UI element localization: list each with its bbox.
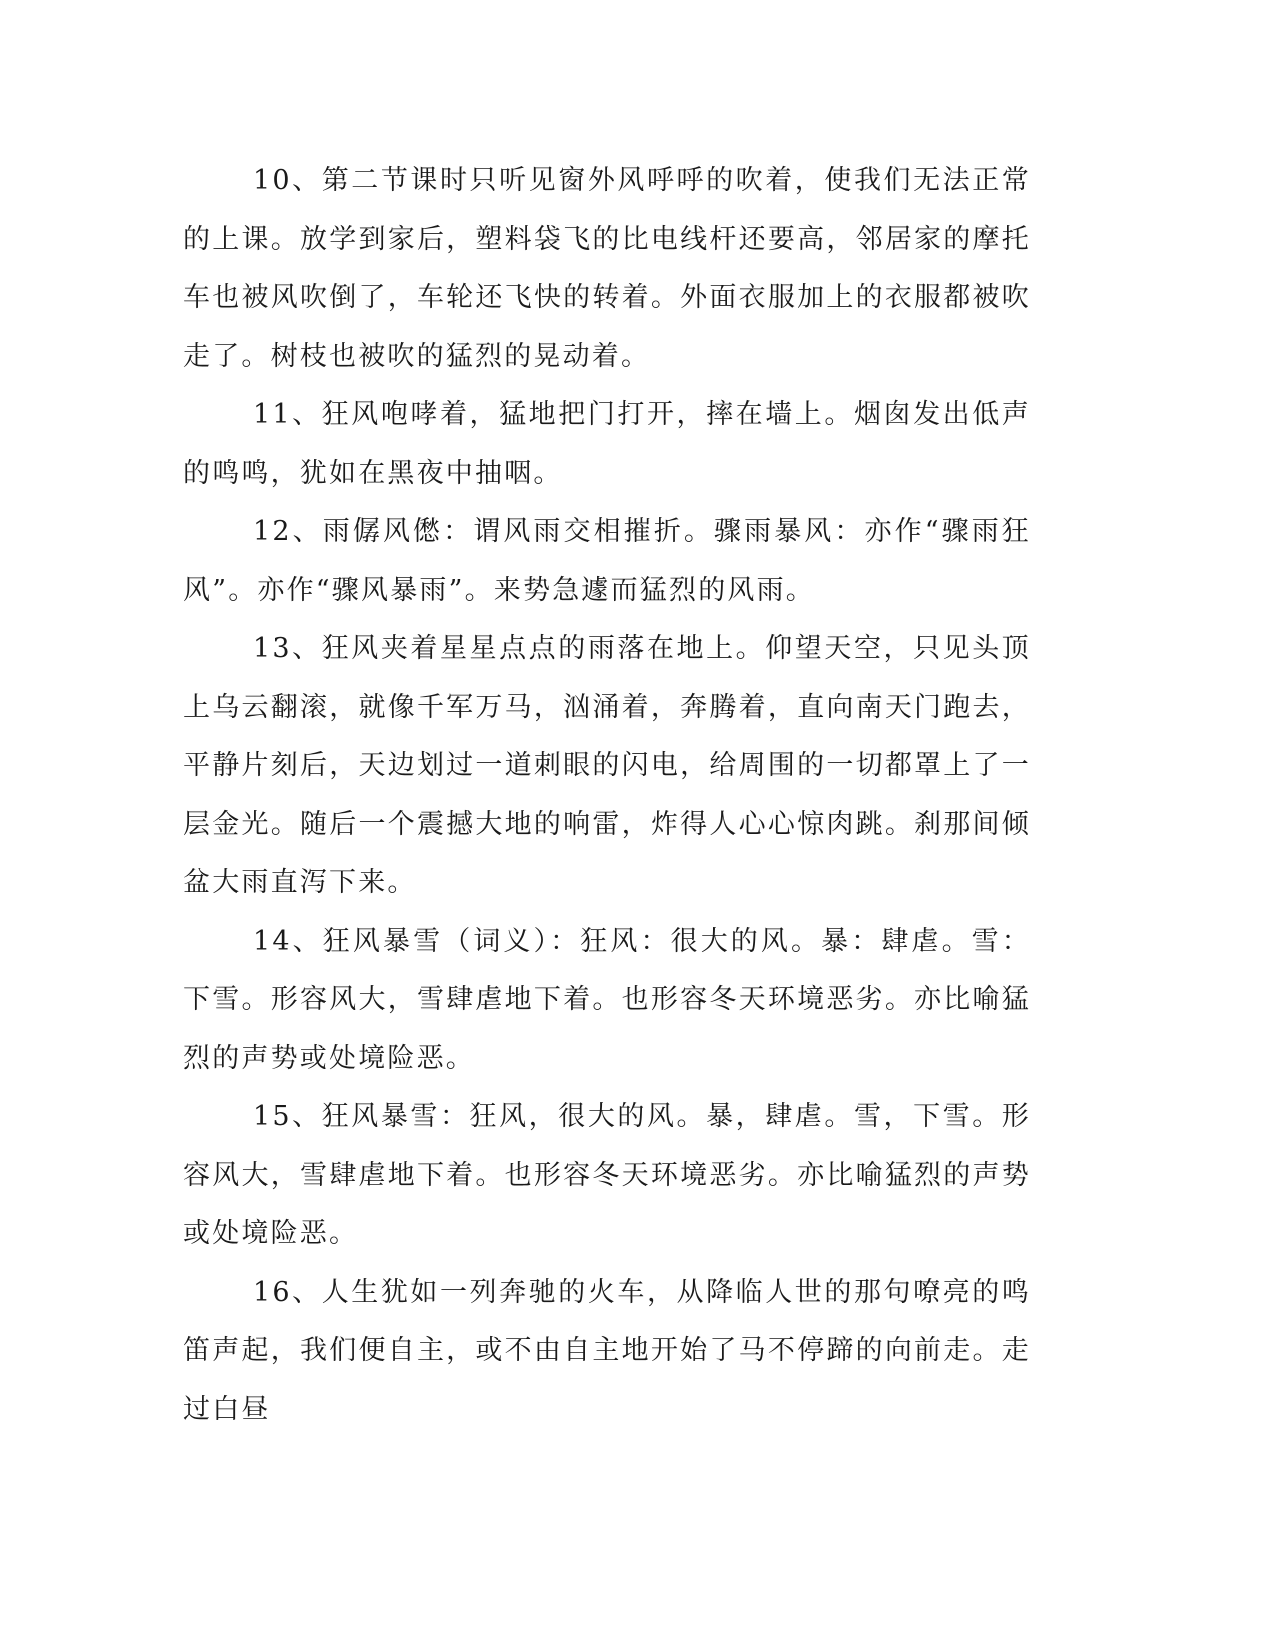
paragraph-15: 15、狂风暴雪：狂风，很大的风。暴，肆虐。雪，下雪。形容风大，雪肆虐地下着。也形容冬天环境恶劣。亦比喻猛烈的声势或处境险恶。 (183, 1101, 1031, 1249)
paragraph-11: 11、狂风咆哮着，猛地把门打开，摔在墙上。烟囱发出低声的鸣鸣，犹如在黑夜中抽咽。 (183, 399, 1031, 489)
paragraph-10: 10、第二节课时只听见窗外风呼呼的吹着，使我们无法正常的上课。放学到家后，塑料袋飞的比电线杆还要高，邻居家的摩托车也被风吹倒了，车轮还飞快的转着。外面衣服加上的衣服都被吹走了。树枝也被吹的猛烈的晃动着。 (183, 165, 1031, 372)
paragraph-12: 12、雨僝风僽：谓风雨交相摧折。骤雨暴风：亦作“骤雨狂风”。亦作“骤风暴雨”。来势急遽而猛烈的风雨。 (183, 516, 1031, 606)
paragraph-13: 13、狂风夹着星星点点的雨落在地上。仰望天空，只见头顶上乌云翻滚，就像千军万马，汹涌着，奔腾着，直向南天门跑去，平静片刻后，天边划过一道刺眼的闪电，给周围的一切都罩上了一层金光。随后一个震撼大地的响雷，炸得人心心惊肉跳。刹那间倾盆大雨直泻下来。 (183, 633, 1031, 898)
document-body (183, 152, 1031, 1439)
paragraph-16: 16、人生犹如一列奔驰的火车，从降临人世的那句嘹亮的鸣笛声起，我们便自主，或不由自主地开始了马不停蹄的向前走。走过白昼 (183, 1276, 1031, 1425)
paragraph-14: 14、狂风暴雪（词义）：狂风：很大的风。暴：肆虐。雪：下雪。形容风大，雪肆虐地下着。也形容冬天环境恶劣。亦比喻猛烈的声势或处境险恶。 (183, 925, 1031, 1074)
